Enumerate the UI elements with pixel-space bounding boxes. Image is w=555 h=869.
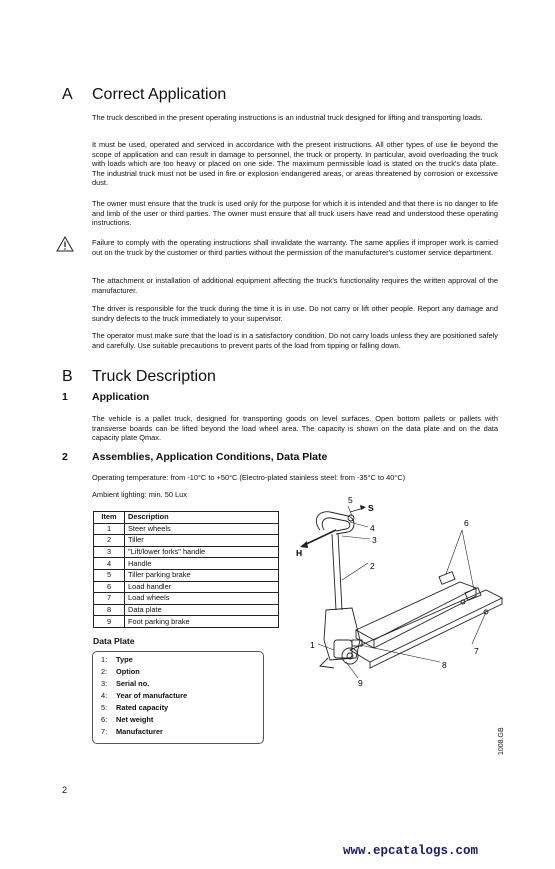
subsection-2-title: Assemblies, Application Conditions, Data Plate [92,451,328,463]
section-a-paragraph-3: The owner must ensure that the truck is used only for the purpose for which it is intended and that there is no danger to life and limb of the user or third parties. The owner must ensure that all truck users have read and understood these operating instructions. [92,199,498,228]
item-description: Handle [125,558,279,570]
item-number: 7 [94,593,125,605]
column-header-item: Item [94,512,125,524]
table-row [94,558,279,570]
figure-label-4: 4 [370,523,375,533]
table-row [94,523,279,535]
figure-label-9: 9 [358,678,363,688]
data-plate-row-label: Serial no. [116,679,150,688]
operating-temperature: Operating temperature: from -10°C to +50°C (Electro-plated stainless steel: from -35°C to 40°C) [92,473,406,482]
item-number: 3 [94,546,125,558]
item-description: Data plate [125,604,279,616]
data-plate-row-label: Year of manufacture [116,691,188,700]
data-plate-row [101,679,149,688]
data-plate-row [101,703,168,712]
item-description: Tiller [125,535,279,547]
item-number: 9 [94,616,125,628]
figure-label-8: 8 [442,660,447,670]
watermark-link[interactable]: www.epcatalogs.com [343,844,479,858]
data-plate-row [101,691,187,700]
item-number: 2 [94,535,125,547]
item-description: Load wheels [125,593,279,605]
table-row [94,535,279,547]
section-a-paragraph-1: The truck described in the present operating instructions is an industrial truck designed for lifting and transporting loads. [92,113,483,122]
items-table-header [94,512,279,524]
figure-label-h: H [296,548,303,558]
page-number: 2 [62,785,68,795]
data-plate-row [101,655,133,664]
data-plate-row-label: Net weight [116,715,154,724]
data-plate-row-number: 3: [101,679,108,688]
data-plate-row-number: 1: [101,655,108,664]
subsection-1-text: The vehicle is a pallet truck, designed for transporting goods on level surfaces. Open bottom pallets or pallets with transverse boards can be lifted beyond the load wheel area. The capacity is shown on the data plate and on the data capacity plate Qmax. [92,414,498,443]
section-a-paragraph-4: Failure to comply with the operating instructions shall invalidate the warranty. The same applies if improper work is carried out on the truck by the customer or third parties without the permission of the manufacturer's customer service department. [92,238,498,257]
item-description: "Lift/lower forks" handle [125,546,279,558]
table-row [94,569,279,581]
table-row [94,581,279,593]
figure-label-7: 7 [474,646,479,656]
column-header-description: Description [125,512,279,524]
item-number: 1 [94,523,125,535]
data-plate-box [92,651,264,744]
item-number: 4 [94,558,125,570]
data-plate-row-number: 7: [101,727,108,736]
data-plate-row-label: Type [116,655,133,664]
section-a-letter: A [62,86,73,103]
table-row [94,616,279,628]
data-plate-title: Data Plate [93,636,135,646]
data-plate-row-label: Manufacturer [116,727,163,736]
data-plate-row [101,715,153,724]
table-row [94,604,279,616]
section-a-paragraph-6: The driver is responsible for the truck during the time it is in use. Do not carry or lift other people. Report any damage and sundry defects to the truck immediately to your supervisor. [92,304,498,323]
section-a-paragraph-7: The operator must make sure that the load is in a satisfactory condition. Do not carry loads unless they are positioned safely and carefully. Use suitable precautions to prevent parts of the load from tipping or falling down. [92,331,498,350]
section-a-title: Correct Application [92,86,227,103]
section-a-paragraph-2: It must be used, operated and serviced in accordance with the present instructions. All other types of use lie beyond the scope of application and can result in damage to personnel, the truck or property. In particular, avoid overloading the truck with loads which are too heavy or placed on one side. The maximum permissible load is stated on the truck's data plate. The industrial truck must not be used in fire or explosion endangered areas, or areas threatened by corrosion or excessive dust. [92,140,498,188]
section-a-paragraph-5: The attachment or installation of additional equipment affecting the truck's functionality requires the written approval of the manufacturer. [92,276,498,295]
figure-label-s: S [368,503,374,513]
subsection-1-title: Application [92,391,150,403]
item-number: 5 [94,569,125,581]
item-description: Tiller parking brake [125,569,279,581]
item-description: Load handler [125,581,279,593]
section-b-letter: B [62,368,73,385]
figure-label-5: 5 [348,495,353,505]
data-plate-row-number: 2: [101,667,108,676]
data-plate-row-number: 4: [101,691,108,700]
data-plate-row-number: 6: [101,715,108,724]
section-b-title: Truck Description [92,368,216,385]
data-plate-row-label: Option [116,667,140,676]
document-code: 1008.GB [498,727,505,755]
subsection-2-number: 2 [62,451,68,463]
figure-label-2: 2 [370,561,375,571]
ambient-lighting: Ambient lighting: min. 50 Lux [92,490,187,499]
item-description: Foot parking brake [125,616,279,628]
data-plate-row [101,727,163,736]
table-row [94,546,279,558]
pallet-truck-figure [290,490,505,690]
item-number: 6 [94,581,125,593]
subsection-1-number: 1 [62,391,68,403]
data-plate-row [101,667,140,676]
items-table [93,511,279,628]
data-plate-row-number: 5: [101,703,108,712]
figure-label-3: 3 [372,535,377,545]
table-row [94,593,279,605]
warning-icon [56,236,74,252]
figure-label-6: 6 [464,518,469,528]
figure-label-1: 1 [310,640,315,650]
item-description: Steer wheels [125,523,279,535]
data-plate-row-label: Rated capacity [116,703,169,712]
item-number: 8 [94,604,125,616]
